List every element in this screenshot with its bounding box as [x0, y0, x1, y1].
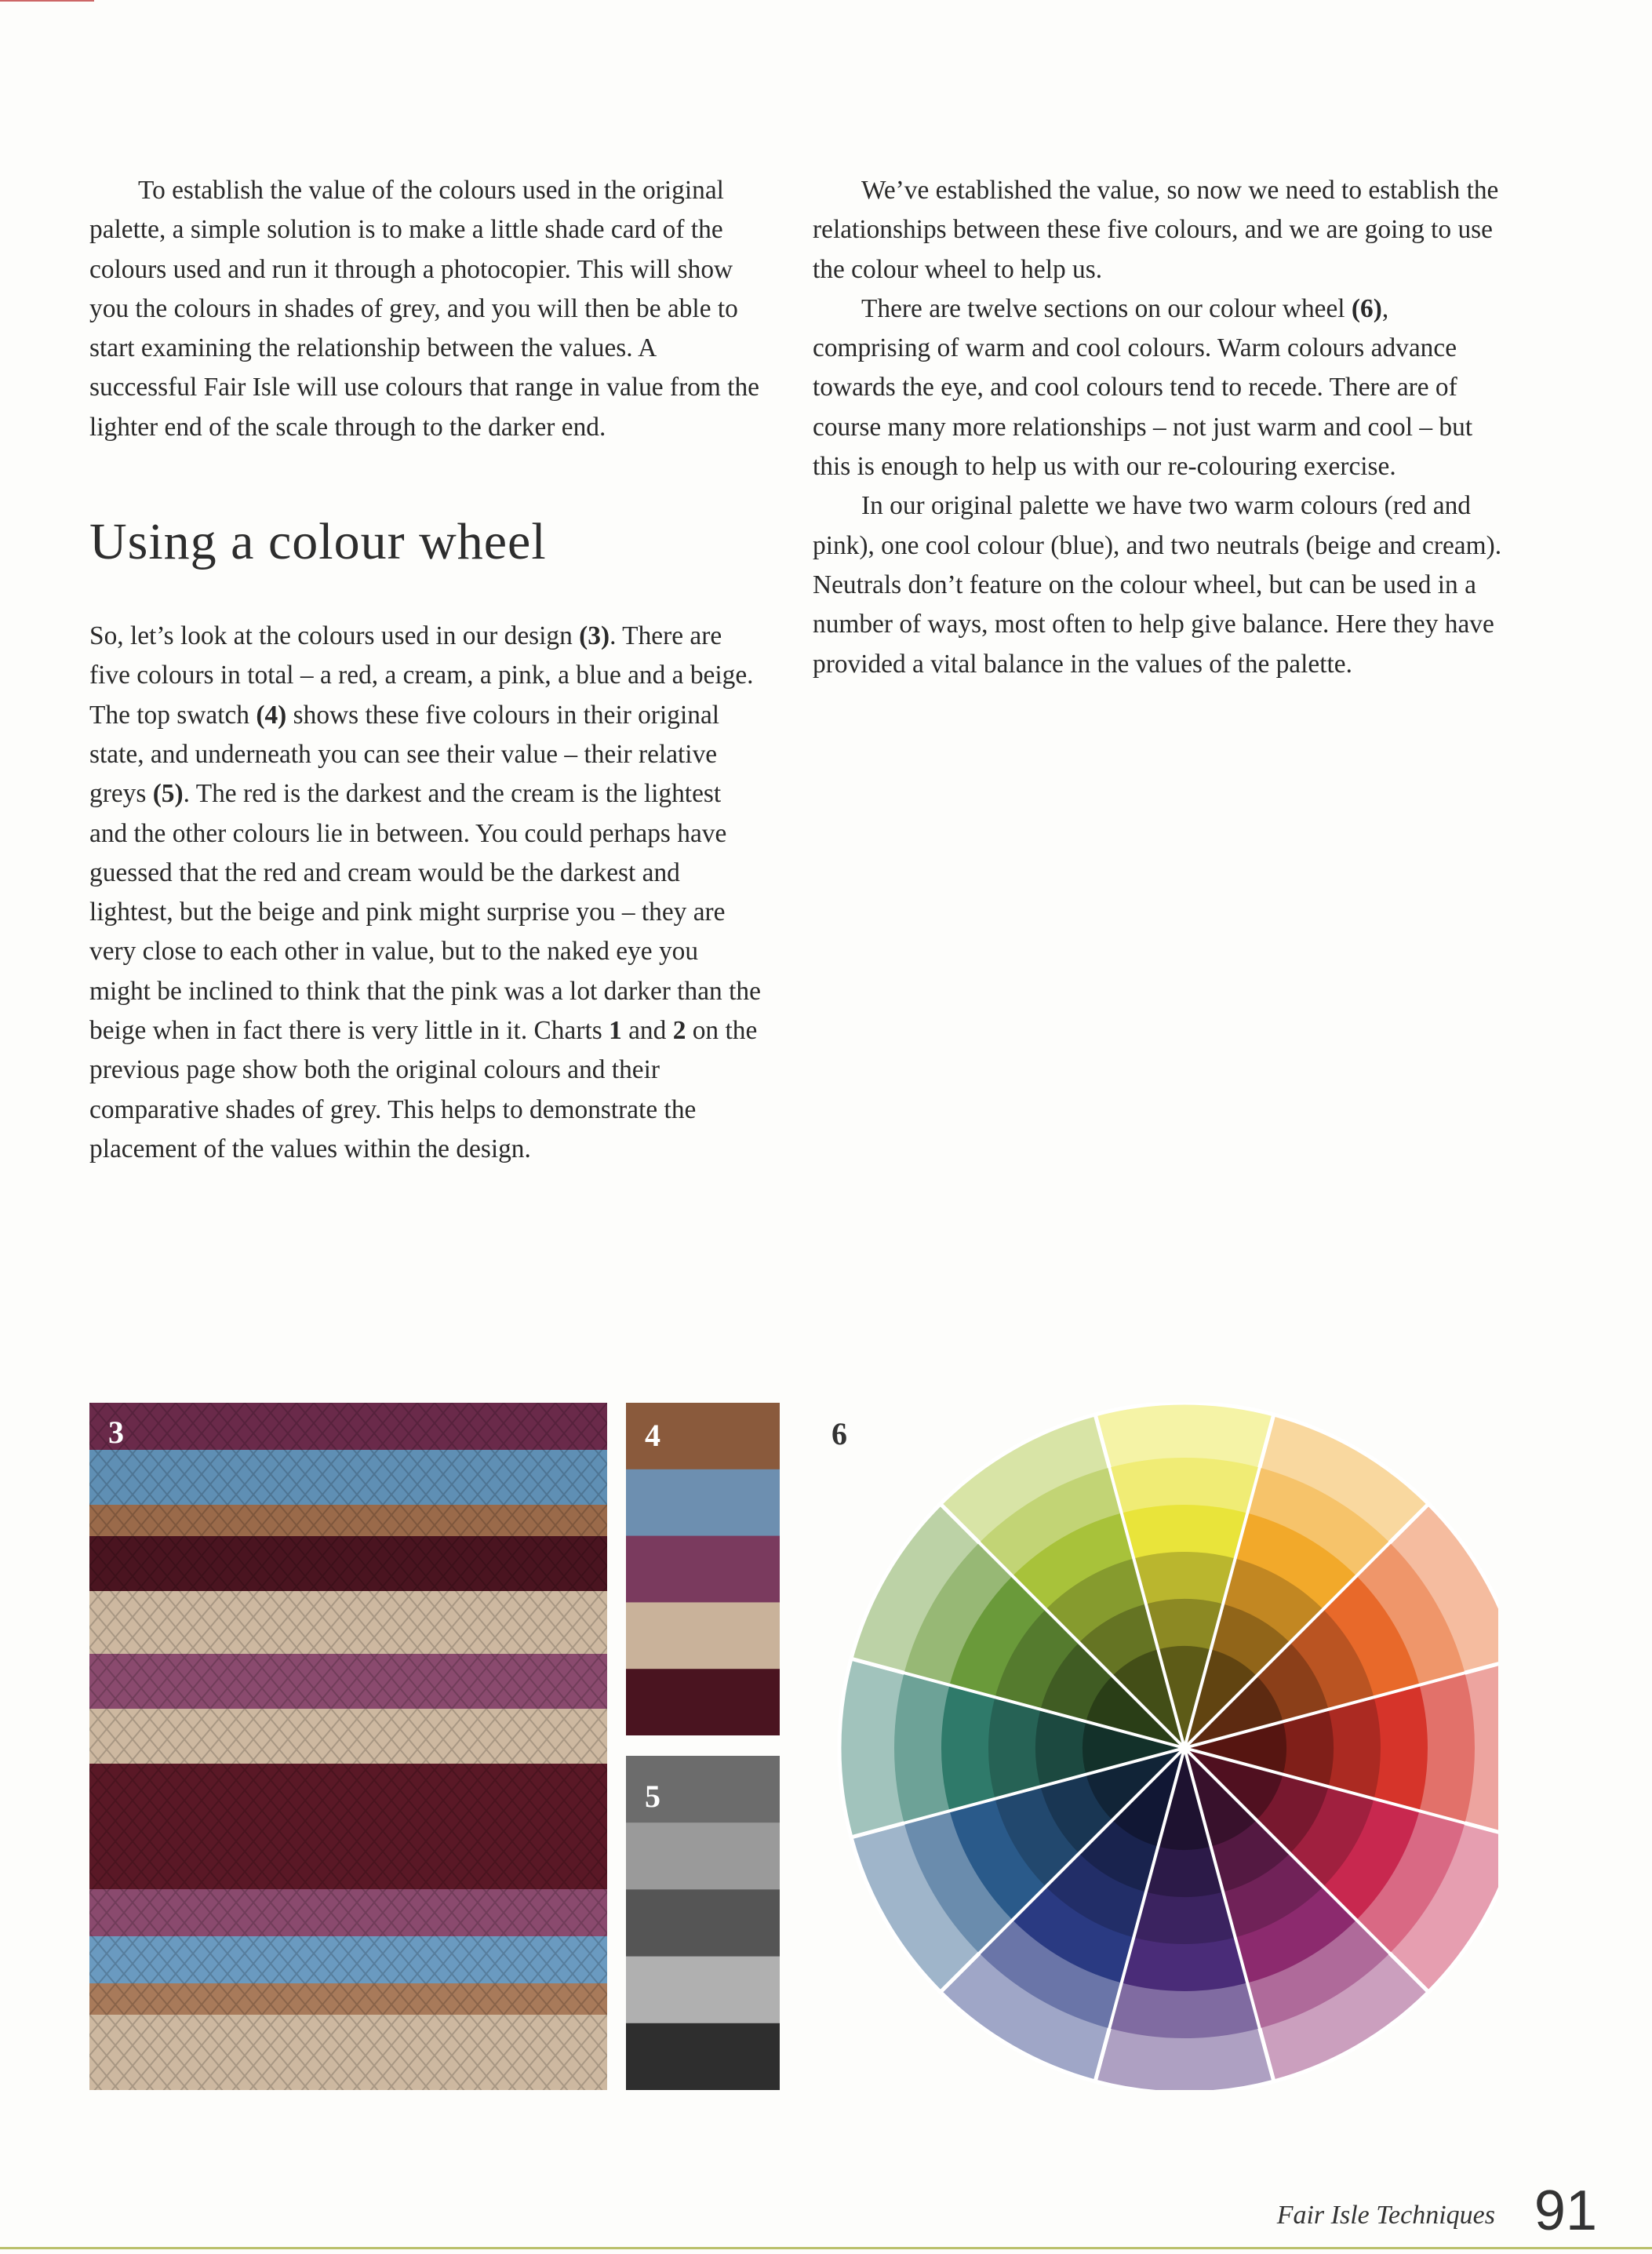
right-paragraph-1: We’ve established the value, so now we need to establish the relationships between these five colours, and we are going to use the colour wheel to help us.: [813, 176, 1499, 284]
figure-5-label: 5: [645, 1779, 660, 1814]
figure-3-label: 3: [108, 1415, 124, 1450]
footer-book-title: Fair Isle Techniques: [1276, 2201, 1495, 2230]
left-paragraph-2: So, let’s look at the colours used in our design (3). There are five colours in total – a red, a cream, a pink, a blue and a beige. The top swatch (4) shows these five colours in their original state, and underneath you can see their value – their relative greys (5). The red is the darkest and the cream is the lightest and the other colours lie in between. You could perhaps have guessed that the red and cream would be the darkest and lightest, but the beige and pink might surprise you – they are very close to each other in value, but to the naked eye you might be inclined to think that the pink was a lot darker than the beige when in fact there is very little in it. Charts 1 and 2 on the previous page show both the original colours and their comparative shades of grey. This helps to demonstrate the placement of the values within the design.: [89, 621, 761, 1163]
colour-swatch-band: [626, 1602, 780, 1670]
right-paragraph-3: In our original palette we have two warm colours (red and pink), one cool colour (blue), and two neutrals (beige and cream). Neutrals don’t feature on the colour wheel, but can be used in a number of ways, most often to help give balance. Here they have provided a vital balance in the values of the palette.: [813, 491, 1502, 679]
grey-swatch-figure: [626, 1756, 780, 2090]
grey-swatch-band: [626, 1957, 780, 2024]
right-column: [813, 171, 1503, 684]
left-column: [89, 171, 762, 1169]
chart-1-ref: 1: [609, 1016, 622, 1046]
grey-swatch-band: [626, 1822, 780, 1890]
figure-4-label: 4: [645, 1418, 660, 1453]
ref-5: (5): [152, 779, 184, 809]
top-rule: [0, 0, 94, 2]
colour-swatch-figure: [626, 1403, 780, 1735]
ref-6: (6): [1351, 293, 1382, 323]
grey-swatch-band: [626, 1889, 780, 1957]
colour-swatch-band: [626, 1536, 780, 1604]
section-heading: Using a colour wheel: [89, 513, 547, 571]
left-paragraph-1: To establish the value of the colours used in the original palette, a simple solution is to make a little shade card of the colours used and run it through a photocopier. This will show you the colours in shades of grey, and you will then be able to start examining the relationship between the values. A successful Fair Isle will use colours that range in value from the lighter end of the scale through to the darker end.: [89, 176, 760, 442]
colour-wheel: [808, 1403, 1498, 2090]
colour-swatch-band: [626, 1469, 780, 1537]
grey-swatch-band: [626, 2023, 780, 2090]
ref-4: (4): [256, 700, 287, 730]
colour-wheel-figure: [808, 1403, 1498, 2090]
chart-2-ref: 2: [672, 1016, 686, 1046]
right-paragraph-2: There are twelve sections on our colour wheel (6), comprising of warm and cool colours. Warm colours advance towards the eye, and cool colours tend to recede. There are of course many more relationships – not just warm and cool – but this is enough to help us with our re-colouring exercise.: [813, 293, 1473, 482]
colour-swatch-band: [626, 1669, 780, 1735]
figure-6-label: 6: [831, 1416, 847, 1451]
ref-3: (3): [579, 621, 610, 651]
footer-rule: [0, 2247, 1652, 2249]
knit-swatch-figure: [89, 1403, 607, 2090]
knit-pattern-image: [89, 1403, 607, 2090]
page-number: 91: [1534, 2179, 1597, 2242]
